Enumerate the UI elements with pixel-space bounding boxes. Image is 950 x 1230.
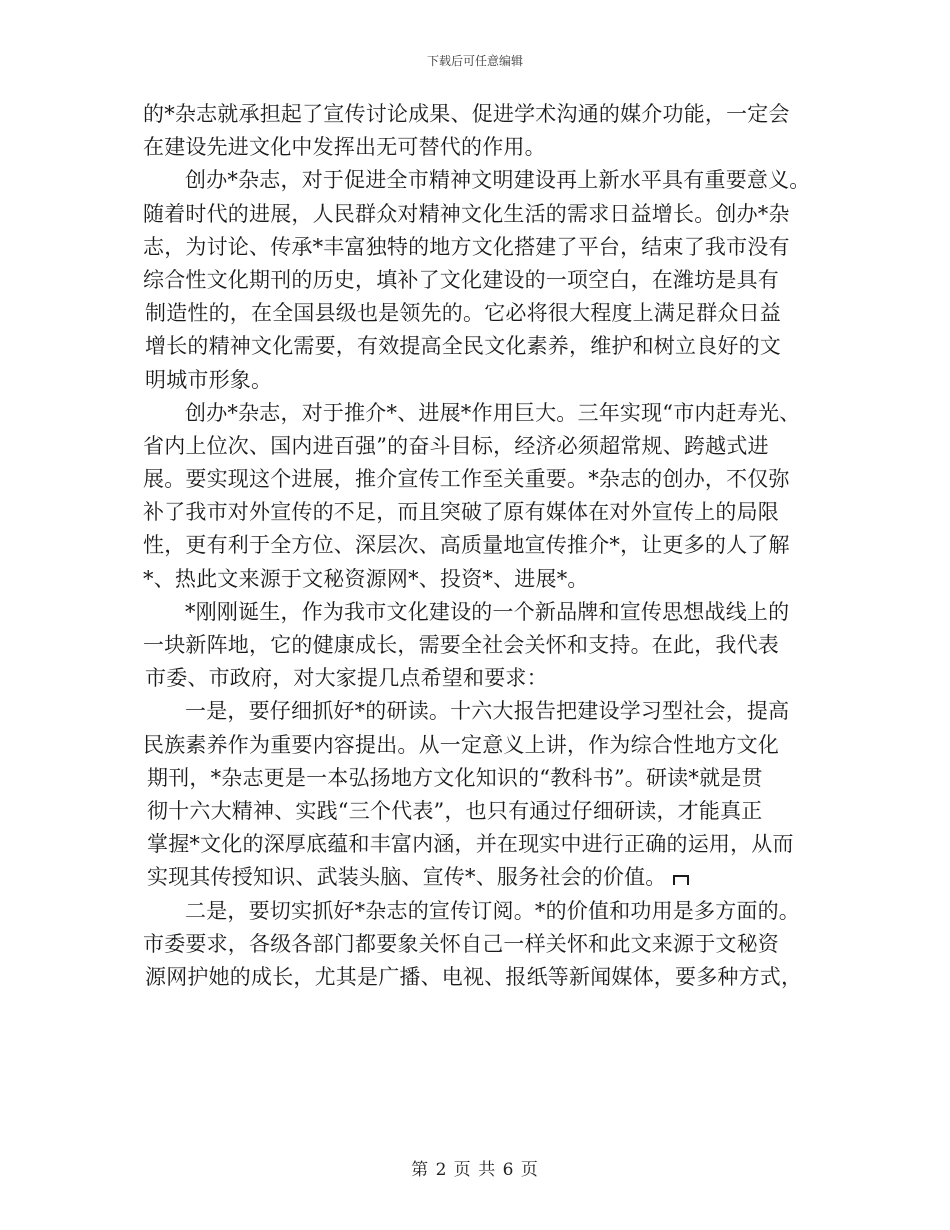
paragraph-start-line: 二是，要切实抓好*杂志的宣传订阅。*的价值和功用是多方面的。 — [185, 898, 800, 923]
paragraph-start-line: 创办*杂志，对于推介*、进展*作用巨大。三年实现“市内赶寿光、 — [185, 400, 801, 425]
paragraph-start-line: 创办*杂志，对于促进全市精神文明建设再上新水平具有重要意义。 — [185, 168, 811, 193]
text-line: 彻十六大精神、实践“三个代表”，也只有通过仔细研读，才能真正 — [147, 798, 763, 823]
text-line: 补了我市对外宣传的不足，而且突破了原有媒体在对外宣传上的局限 — [143, 500, 779, 525]
page-header-note: 下载后可任意编辑 — [426, 54, 523, 68]
text-line: 明城市形象。 — [145, 367, 273, 392]
paragraph-start-line: 一是，要仔细抓好*的研读。十六大报告把建设学习型社会，提高 — [185, 699, 790, 724]
page-number-footer: 第 2 页 共 6 页 — [411, 1160, 539, 1180]
text-line: 省内上位次、国内进百强”的奋斗目标，经济必须超常规、跨越式进 — [143, 433, 769, 458]
text-line: 源网护她的成长，尤其是广播、电视、报纸等新闻媒体，要多种方式， — [145, 964, 803, 989]
text-line: 制造性的，在全国县级也是领先的。它必将很大程度上满足群众日益 — [145, 301, 781, 326]
text-line: 性，更有利于全方位、深层次、高质量地宣传推介*，让更多的人了解 — [143, 533, 790, 558]
text-line: 增长的精神文化需要，有效提高全民文化素养，维护和树立良好的文 — [145, 334, 781, 359]
text-line: 掌握*文化的深厚底蕴和丰富内涵，并在现实中进行正确的运用，从而 — [147, 832, 794, 857]
text-line: 志，为讨论、传承*丰富独特的地方文化搭建了平台，结束了我市没有 — [143, 234, 790, 259]
text-line-with-marker — [143, 861, 823, 894]
bracket-mark-icon — [673, 875, 689, 885]
paragraph-start-line: *刚刚诞生，作为我市文化建设的一个新品牌和宣传思想战线上的 — [185, 599, 790, 624]
text-line: 期刊，*杂志更是一本弘扬地方文化知识的“教科书”。研读*就是贯 — [147, 765, 763, 790]
text-line: 市委要求，各级各部门都要象关怀自己一样关怀和此文来源于文秘资 — [143, 931, 779, 956]
document-body — [143, 98, 823, 994]
text-line-content: 实现其传授知识、武装头脑、宣传*、服务社会的价值。 — [147, 865, 667, 890]
text-line: 一块新阵地，它的健康成长，需要全社会关怀和支持。在此，我代表 — [143, 633, 779, 657]
text-line: 综合性文化期刊的历史，填补了文化建设的一项空白，在潍坊是具有 — [143, 267, 779, 292]
text-line: *、热此文来源于文秘资源网*、投资*、进展*。 — [143, 566, 589, 591]
text-line: 展。要实现这个进展，推介宣传工作至关重要。*杂志的创办，不仅弥 — [143, 467, 790, 492]
text-line: 在建设先进文化中发挥出无可替代的作用。 — [143, 135, 546, 160]
text-line: 的*杂志就承担起了宣传讨论成果、促进学术沟通的媒介功能，一定会 — [143, 102, 790, 126]
text-line: 市委、市政府，对大家提几点希望和要求： — [145, 666, 548, 691]
text-line: 民族素养作为重要内容提出。从一定意义上讲，作为综合性地方文化 — [143, 732, 779, 757]
text-line: 随着时代的进展，人民群众对精神文化生活的需求日益增长。创办*杂 — [143, 201, 790, 226]
